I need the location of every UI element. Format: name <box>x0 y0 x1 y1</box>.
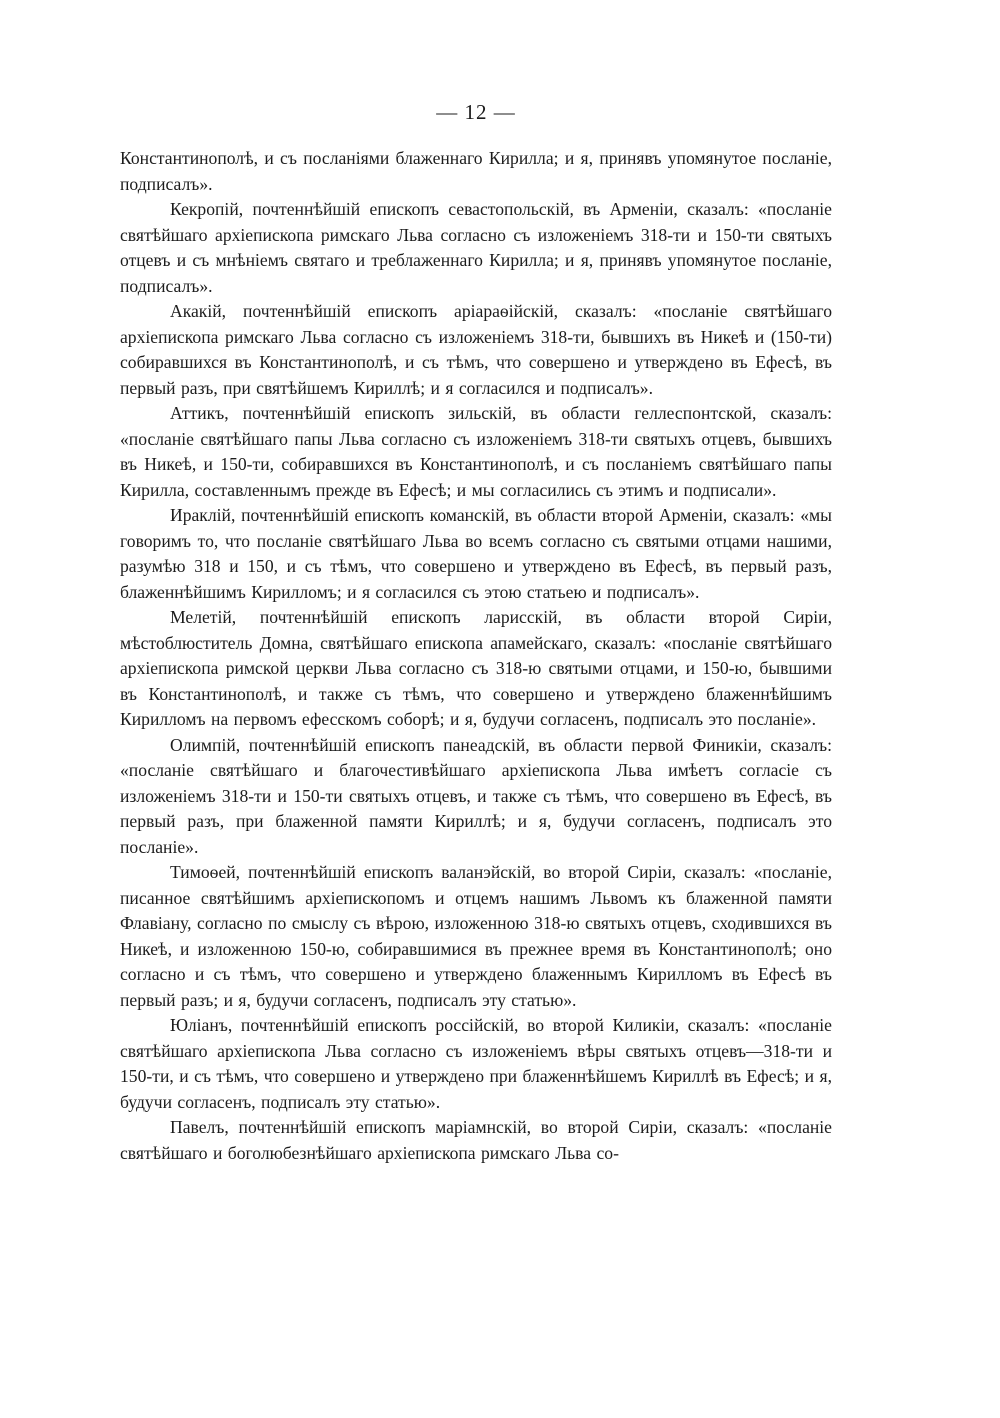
body-text <box>120 146 832 1166</box>
paragraph-paulus: Павелъ, почтеннѣйшій епископъ маріамнскій, во второй Сиріи, сказалъ: «посланіе святѣйшаго и боголюбезнѣйшаго архіепископа римскаго Льва со- <box>120 1117 832 1163</box>
paragraph-continuation: Константинополѣ, и съ посланіями блаженнаго Кирилла; и я, принявъ упомянутое посланіе, подписалъ». <box>120 148 832 194</box>
paragraph-akakius: Акакій, почтеннѣйшій епископъ аріараѳійскій, сказалъ: «посланіе святѣйшаго архіепископа римскаго Льва согласно съ изложеніемъ 318-ти, бывшихъ въ Никеѣ и (150-ти) собиравшихся въ Константинополѣ, и съ тѣмъ, что совершено и утверждено въ Ефесѣ, въ первый разъ, при святѣйшемъ Кириллѣ; и я согласился и подписалъ». <box>120 301 832 398</box>
page-number: — 12 — <box>436 100 516 124</box>
paragraph-kekropius: Кекропій, почтеннѣйшій епископъ севастопольскій, въ Арменіи, сказалъ: «посланіе святѣйшаго архіепископа римскаго Льва согласно съ изложеніемъ 318-ти и 150-ти святыхъ отцевъ и съ мнѣніемъ святаго и треблаженнаго Кирилла; и я, принявъ упомянутое посланіе, подписалъ». <box>120 199 832 296</box>
paragraph-heraclius: Ираклій, почтеннѣйшій епископъ команскій, въ области второй Арменіи, сказалъ: «мы говоримъ то, что посланіе святѣйшаго Льва во всемъ согласно съ святыми отцами нашими, разумѣю 318 и 150, и съ тѣмъ, что совершено и утверждено въ Ефесѣ, въ первый разъ, блаженнѣйшимъ Кирилломъ; и я согласился съ этою статьею и подписалъ». <box>120 505 832 602</box>
paragraph-olympius: Олимпій, почтеннѣйшій епископъ панеадскій, въ области первой Финикіи, сказалъ: «посланіе святѣйшаго и благочестивѣйшаго архіепископа Льва имѣетъ согласіе съ изложеніемъ 318-ти и 150-ти святыхъ отцевъ, и также съ тѣмъ, что совершено въ Ефесѣ, въ первый разъ, при блаженной памяти Кириллѣ; и я, будучи согласенъ, подписалъ это посланіе». <box>120 734 832 857</box>
paragraph-meletius: Мелетій, почтеннѣйшій епископъ ларисскій, въ области второй Сиріи, мѣстоблюститель Домна, святѣйшаго епископа апамейскаго, сказалъ: «посланіе святѣйшаго архіепископа римской церкви Льва согласно съ 318-ю святыми отцами, и 150-ю, бывшими въ Константинополѣ, и также съ тѣмъ, что совершено и утверждено блаженнѣйшимъ Кирилломъ на первомъ ефесскомъ соборѣ; и я, будучи согласенъ, подписалъ это посланіе». <box>120 607 832 729</box>
paragraph-timotheus: Тимоѳей, почтеннѣйшій епископъ валанэйскій, во второй Сиріи, сказалъ: «посланіе, писанное святѣйшимъ архіепископомъ и отцемъ нашимъ Львомъ къ блаженной памяти Флавіану, согласно по смыслу съ вѣрою, изложенною 318-ю святыхъ отцевъ, сходившихся въ Никеѣ, и изложенною 150-ю, собиравшимися въ прежнее время въ Константинополѣ; оно согласно и съ тѣмъ, что совершено и утверждено блаженнымъ Кирилломъ въ Ефесѣ въ первый разъ; и я, будучи согласенъ, подписалъ эту статью». <box>120 862 832 1010</box>
paragraph-julian: Юліанъ, почтеннѣйшій епископъ россійскій, во второй Киликіи, сказалъ: «посланіе святѣйшаго архіепископа Льва согласно съ изложеніемъ вѣры святыхъ отцевъ—318-ти и 150-ти, и съ тѣмъ, что совершено и утверждено при блаженнѣйшемъ Кириллѣ въ Ефесѣ; и я, будучи согласенъ, подписалъ эту статью». <box>120 1015 832 1112</box>
paragraph-atticus: Аттикъ, почтеннѣйшій епископъ зильскій, въ области геллеспонтской, сказалъ: «посланіе святѣйшаго папы Льва согласно съ изложеніемъ 318-ти святыхъ отцевъ, бывшихъ въ Никеѣ, и 150-ти, собиравшихся въ Константинополѣ, и съ посланіемъ святѣйшаго папы Кирилла, составленнымъ прежде въ Ефесѣ; и мы согласились съ этимъ и подписали». <box>120 403 832 500</box>
